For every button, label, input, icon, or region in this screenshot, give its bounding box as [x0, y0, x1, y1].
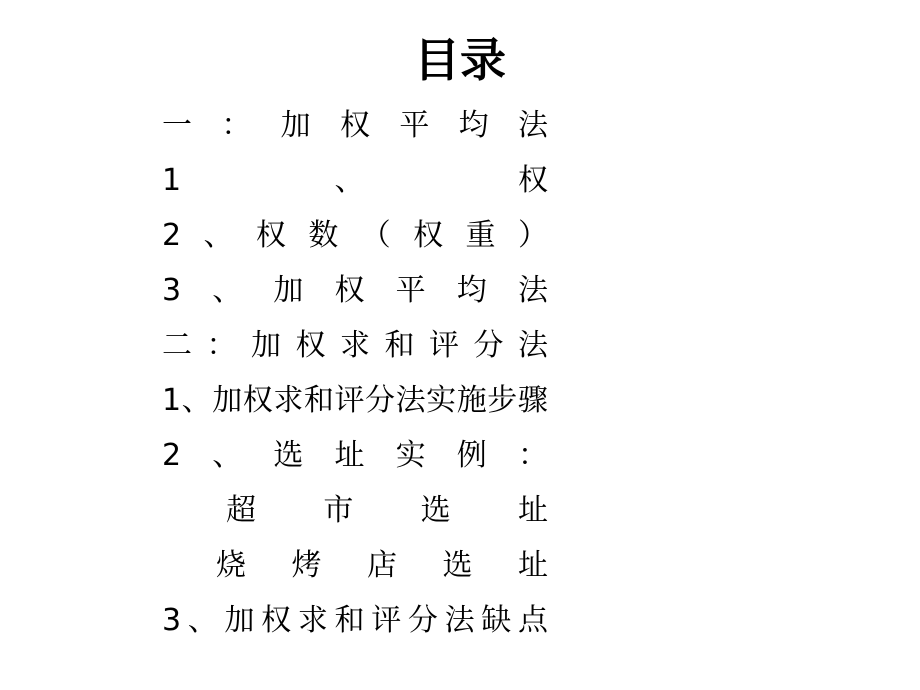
toc-char: ：: [206, 328, 237, 363]
toc-char: 评: [371, 603, 402, 638]
toc-char: 求: [297, 603, 328, 638]
toc-char: 2: [162, 438, 182, 473]
toc-char: 加: [251, 328, 281, 363]
toc-item-weight-number: [162, 208, 548, 263]
toc-char: 权: [242, 383, 273, 418]
toc-char: ：: [221, 108, 252, 143]
toc-char: 分: [407, 603, 438, 638]
toc-char: 一: [162, 108, 192, 143]
toc-char: 缺: [481, 603, 512, 638]
toc-char: 、: [334, 163, 365, 198]
toc-char: 求: [273, 383, 304, 418]
toc-char: 平: [395, 273, 426, 308]
toc-char: 评: [334, 383, 365, 418]
toc-item-method-drawbacks: [162, 593, 548, 648]
toc-char: 评: [429, 328, 459, 363]
toc-char: 二: [162, 328, 192, 363]
toc-item-weighted-average-method: [162, 98, 548, 153]
toc-char: 法: [517, 108, 548, 143]
toc-char: 施: [456, 383, 487, 418]
toc-char: 重: [465, 218, 496, 253]
toc-item-bbq-shop-site: [216, 538, 548, 593]
toc-char: ）: [517, 218, 548, 253]
page-title: 目录: [414, 33, 506, 87]
toc-char: 、: [203, 218, 234, 253]
toc-char: 、: [212, 273, 243, 308]
toc-char: （: [360, 218, 391, 253]
toc-char: 烤: [291, 548, 322, 583]
toc-char: 权: [413, 218, 444, 253]
toc-char: 步: [487, 383, 518, 418]
toc-char: 实: [395, 438, 426, 473]
toc-char: 均: [456, 273, 487, 308]
toc-char: 求: [340, 328, 370, 363]
toc-char: 权: [334, 273, 365, 308]
toc-char: 法: [517, 273, 548, 308]
toc-char: 和: [303, 383, 334, 418]
toc-char: 均: [458, 108, 489, 143]
toc-item-supermarket-site: [226, 483, 548, 538]
toc-char: 加: [273, 273, 304, 308]
toc-char: 分: [365, 383, 396, 418]
toc-char: 选: [420, 493, 451, 528]
toc-char: 法: [518, 328, 548, 363]
toc-char: 店: [367, 548, 397, 583]
toc-char: 加: [280, 108, 311, 143]
toc-char: 加: [224, 603, 255, 638]
toc-char: 址: [517, 493, 548, 528]
toc-item-weighted-sum-scoring-method: [162, 318, 548, 373]
toc-char: 选: [442, 548, 473, 583]
toc-char: 平: [399, 108, 430, 143]
toc-char: 和: [384, 328, 415, 363]
toc-char: 和: [334, 603, 365, 638]
toc-char: 骤: [517, 383, 548, 418]
toc-char: 址: [518, 548, 548, 583]
table-of-contents: [162, 98, 548, 648]
toc-char: 分: [473, 328, 504, 363]
toc-char: 实: [426, 383, 457, 418]
toc-char: 3: [162, 603, 182, 638]
toc-char: 址: [334, 438, 365, 473]
toc-char: 超: [226, 493, 256, 528]
toc-char: 数: [308, 218, 339, 253]
toc-char: 3: [162, 273, 182, 308]
toc-char: 法: [444, 603, 475, 638]
toc-char: 烧: [216, 548, 246, 583]
toc-char: ：: [517, 438, 548, 473]
toc-char: 权: [295, 328, 326, 363]
toc-item-weight: [162, 153, 548, 208]
toc-char: 、: [181, 383, 212, 418]
toc-char: 例: [456, 438, 487, 473]
toc-char: 权: [518, 163, 548, 198]
toc-item-weighted-average: [162, 263, 548, 318]
toc-char: 1: [162, 163, 182, 198]
toc-item-implementation-steps: [162, 373, 548, 428]
toc-char: 1: [162, 383, 182, 418]
toc-char: 点: [517, 603, 548, 638]
toc-char: 加: [212, 383, 243, 418]
toc-char: 权: [255, 218, 286, 253]
toc-item-site-selection-examples: [162, 428, 548, 483]
toc-char: 权: [339, 108, 370, 143]
toc-char: 、: [212, 438, 243, 473]
toc-char: 2: [162, 218, 182, 253]
toc-char: 法: [395, 383, 426, 418]
toc-char: 市: [323, 493, 354, 528]
toc-char: 权: [261, 603, 292, 638]
toc-char: 、: [187, 603, 218, 638]
toc-char: 选: [273, 438, 304, 473]
